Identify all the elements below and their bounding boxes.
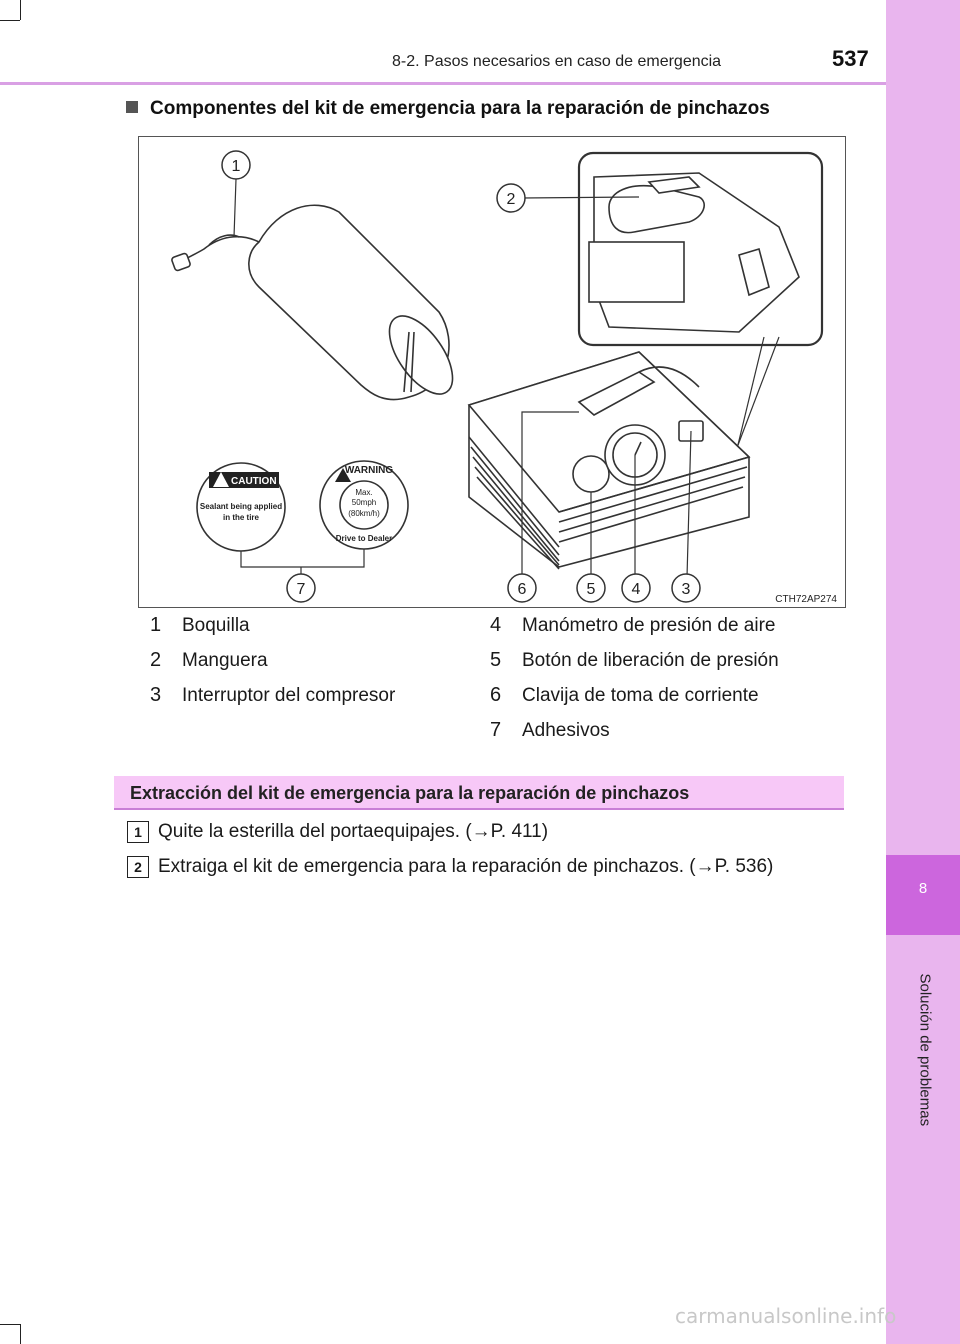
crop-mark bbox=[0, 1324, 20, 1325]
page-number: 537 bbox=[832, 46, 869, 71]
nozzle-tip bbox=[171, 253, 191, 272]
procedure-title: Extracción del kit de emergencia para la reparación de pinchazos bbox=[130, 783, 690, 803]
legend-number: 3 bbox=[150, 684, 162, 706]
legend-number: 6 bbox=[490, 684, 502, 706]
legend-number: 7 bbox=[490, 719, 502, 741]
section-title-text: Componentes del kit de emergencia para la reparación de pinchazos bbox=[150, 98, 770, 119]
legend-number: 2 bbox=[150, 649, 162, 671]
step-text: Quite la esterilla del portaequipajes. (→P. 411) bbox=[158, 821, 549, 842]
header-rule bbox=[0, 82, 886, 85]
legend-number: 1 bbox=[150, 614, 162, 636]
figure-code: CTH72AP274 bbox=[775, 594, 837, 605]
warning-max: Max. bbox=[355, 488, 373, 497]
caution-text-2: in the tire bbox=[222, 513, 260, 522]
inset-panel bbox=[589, 242, 684, 302]
legend-item bbox=[490, 684, 759, 707]
step-number-box: 2 bbox=[127, 856, 149, 878]
watermark: carmanualsonline.info bbox=[675, 1304, 897, 1328]
crop-mark bbox=[0, 20, 20, 21]
caution-label: CAUTION bbox=[231, 476, 277, 487]
leader-line-1 bbox=[234, 179, 236, 237]
warning-bottom: Drive to Dealer bbox=[335, 534, 393, 543]
callout-3: 3 bbox=[681, 581, 691, 598]
legend-label: Manómetro de presión de aire bbox=[522, 615, 776, 636]
chapter-sidebar bbox=[886, 0, 960, 1344]
callout-4: 4 bbox=[631, 581, 641, 598]
procedure-header bbox=[114, 776, 844, 810]
callout-2: 2 bbox=[506, 191, 516, 208]
pressure-release-button bbox=[573, 456, 609, 492]
chapter-number: 8 bbox=[918, 880, 928, 897]
crop-mark bbox=[20, 0, 21, 20]
warning-speed: 50mph bbox=[351, 498, 377, 507]
running-header: 8-2. Pasos necesarios en caso de emergencia bbox=[392, 53, 722, 70]
bullet-square-icon bbox=[126, 101, 138, 113]
legend-label: Interruptor del compresor bbox=[182, 685, 396, 706]
leader-line-7 bbox=[241, 549, 364, 567]
legend-label: Adhesivos bbox=[522, 720, 610, 741]
section-title bbox=[126, 98, 770, 120]
legend-item bbox=[150, 614, 250, 637]
legend-number: 5 bbox=[490, 649, 502, 671]
step-number-box: 1 bbox=[127, 821, 149, 843]
legend-label: Clavija de toma de corriente bbox=[522, 685, 759, 706]
warning-kmh: (80km/h) bbox=[348, 509, 380, 518]
crop-mark bbox=[20, 1324, 21, 1344]
legend-item bbox=[150, 684, 395, 707]
callout-6: 6 bbox=[517, 581, 527, 598]
caution-text-1: Sealant being applied bbox=[199, 502, 283, 511]
legend-item bbox=[490, 719, 610, 742]
legend-label: Manguera bbox=[182, 650, 268, 671]
legend-label: Boquilla bbox=[182, 615, 250, 636]
warning-label: WARNING bbox=[344, 465, 394, 476]
callout-5: 5 bbox=[586, 581, 596, 598]
legend-item bbox=[150, 649, 268, 672]
chapter-title: Solución de problemas bbox=[916, 973, 934, 1127]
kit-drawing bbox=[139, 137, 845, 607]
kit-illustration bbox=[138, 136, 846, 608]
step-text: Extraiga el kit de emergencia para la reparación de pinchazos. (→P. 536) bbox=[158, 856, 774, 877]
callout-1: 1 bbox=[231, 158, 241, 175]
legend-number: 4 bbox=[490, 614, 502, 636]
callout-7: 7 bbox=[296, 581, 306, 598]
bottle-nozzle-hose bbox=[179, 237, 259, 263]
legend-item bbox=[490, 649, 779, 672]
legend-label: Botón de liberación de presión bbox=[522, 650, 779, 671]
legend-item bbox=[490, 614, 775, 637]
